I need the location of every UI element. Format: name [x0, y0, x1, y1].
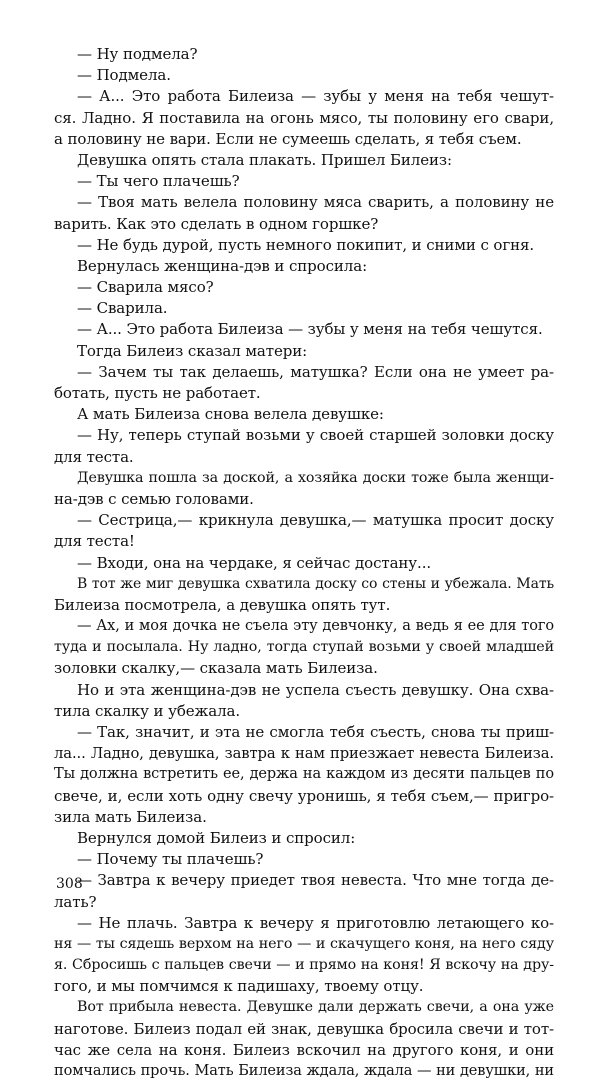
text-line: Ты должна встретить ее, держа на каждом из десяти пальцев по: [54, 766, 554, 783]
text-line: туда и посылала. Ну ладно, тогда ступай возьми у своей младшей: [54, 639, 554, 656]
text-line: — Не плачь. Завтра к вечеру я приготовлю летающего ко-: [77, 913, 554, 932]
text-line: золовки скалку,— сказала мать Билеиза.: [54, 659, 378, 678]
text-line: — Не будь дурой, пусть немного покипит, и сними с огня.: [77, 235, 535, 254]
text-line: свече, и, если хоть одну свечу уронишь, я тебя съем,— пригро-: [54, 786, 554, 805]
text-line: Билеиза посмотрела, а девушка опять тут.: [54, 595, 391, 614]
text-line: помчались прочь. Мать Билеиза ждала, ждала — ни девушки, ни: [54, 1063, 554, 1079]
text-line: — Сварила.: [77, 299, 168, 318]
text-line: Но и эта женщина-дэв не успела съесть девушку. Она схва-: [77, 680, 554, 699]
text-line: варить. Как это сделать в одном горшке?: [54, 214, 379, 233]
text-line: — Входи, она на чердаке, я сейчас достану...: [77, 553, 432, 572]
text-line: наготове. Билеиз подал ей знак, девушка бросила свечи и тот-: [54, 1019, 554, 1038]
text-line: зила мать Билеиза.: [54, 807, 207, 826]
text-line: Вернулся домой Билеиз и спросил:: [77, 828, 356, 847]
text-line: — Сестрица,— крикнула девушка,— матушка просит доску: [77, 511, 554, 530]
text-line: для теста!: [54, 532, 135, 551]
text-line: тила скалку и убежала.: [54, 701, 241, 720]
page-body: [54, 44, 554, 1082]
text-line: — Твоя мать велела половину мяса сварить, а половину не: [77, 193, 554, 212]
text-line: Тогда Билеиз сказал матери:: [77, 341, 308, 360]
text-line: гого, и мы помчимся к падишаху, твоему отцу.: [54, 977, 424, 996]
text-line: — Ну, теперь ступай возьми у своей старшей золовки доску: [77, 426, 554, 445]
text-line: — Завтра к вечеру приедет твоя невеста. Что мне тогда де-: [77, 871, 554, 890]
text-line: Девушка пошла за доской, а хозяйка доски тоже была женщи-: [77, 469, 554, 486]
text-line: — Ах, и моя дочка не съела эту девчонку, а ведь я ее для того: [77, 618, 554, 635]
text-line: — А... Это работа Билеиза — зубы у меня на тебя чешутся.: [77, 320, 543, 339]
text-line: — Почему ты плачешь?: [77, 850, 264, 869]
text-line: Вот прибыла невеста. Девушке дали держать свечи, а она уже: [77, 999, 554, 1016]
text-line: лать?: [54, 892, 97, 911]
text-line: — А... Это работа Билеиза — зубы у меня на тебя чешут-: [77, 87, 554, 106]
text-line: — Сварила мясо?: [77, 278, 214, 297]
text-line: я. Сбросишь с пальцев свечи — и прямо на коня! Я вскочу на дру-: [54, 957, 554, 974]
text-line: — Зачем ты так делаешь, матушка? Если она не умеет ра-: [77, 362, 554, 381]
text-line: Девушка опять стала плакать. Пришел Билеиз:: [77, 150, 452, 169]
text-line: ня — ты сядешь верхом на него — и скачущего коня, на него сяду: [54, 935, 554, 952]
text-line: ся. Ладно. Я поставила на огонь мясо, ты половину его свари,: [54, 108, 554, 127]
text-line: — Так, значит, и эта не смогла тебя съесть, снова ты приш-: [77, 723, 554, 741]
page-number: 308: [56, 876, 83, 892]
text-line: В тот же миг девушка схватила доску со стены и убежала. Мать: [77, 575, 554, 592]
text-line: час же села на коня. Билеиз вскочил на другого коня, и они: [54, 1040, 554, 1059]
text-line: — Подмела.: [77, 66, 171, 85]
text-line: А мать Билеиза снова велела девушке:: [77, 405, 384, 424]
text-line: Вернулась женщина-дэв и спросила:: [77, 256, 368, 275]
text-line: — Ты чего плачешь?: [77, 172, 240, 191]
text-line: для теста.: [54, 447, 134, 466]
text-line: на-дэв с семью головами.: [54, 489, 254, 508]
text-line: а половину не вари. Если не сумеешь сделать, я тебя съем.: [54, 129, 522, 148]
text-line: — Ну подмела?: [77, 45, 198, 63]
text-line: ла... Ладно, девушка, завтра к нам приезжает невеста Билеиза.: [54, 745, 554, 763]
text-line: ботать, пусть не работает.: [54, 384, 261, 402]
